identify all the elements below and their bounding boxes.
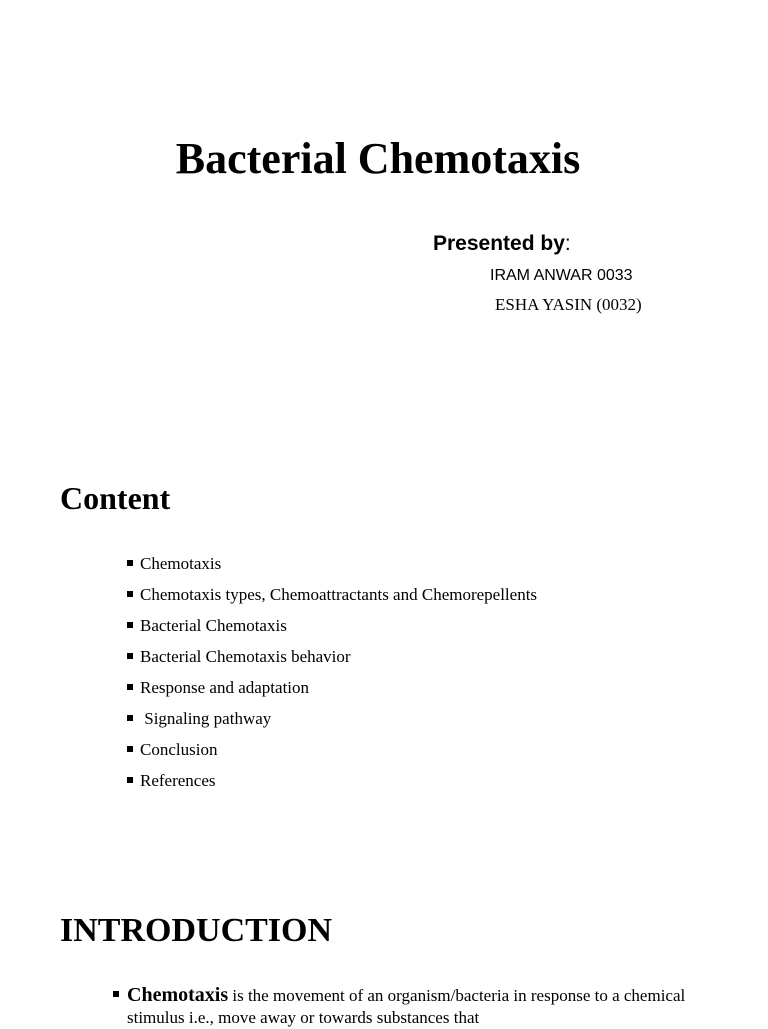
list-item-text: Chemotaxis types, Chemoattractants and Chemorepellents <box>140 585 538 604</box>
list-item-text: Response and adaptation <box>140 678 310 697</box>
list-item-text: Bacterial Chemotaxis behavior <box>140 647 351 666</box>
presented-by-text: Presented by <box>433 232 565 255</box>
square-bullet-icon <box>113 991 119 997</box>
square-bullet-icon <box>127 715 133 721</box>
content-heading: Content <box>60 480 171 516</box>
list-item-text: Conclusion <box>140 740 218 759</box>
list-item <box>127 738 537 769</box>
square-bullet-icon <box>127 777 133 783</box>
chemotaxis-term: Chemotaxis <box>127 984 229 1006</box>
list-item <box>127 614 537 645</box>
chemotaxis-definition: is the movement of an organism/bacteria in response to a chemical stimulus i.e., move away or towards substances that <box>127 986 686 1027</box>
content-list <box>127 552 537 800</box>
square-bullet-icon <box>127 560 133 566</box>
list-item-text: References <box>140 771 216 790</box>
presented-by-label <box>433 230 571 258</box>
slide-title: Bacterial Chemotaxis <box>175 134 581 183</box>
presented-by-colon: : <box>564 232 571 255</box>
square-bullet-icon <box>127 622 133 628</box>
list-item-text: Chemotaxis <box>140 554 222 573</box>
presenter-1: IRAM ANWAR 0033 <box>490 267 633 284</box>
presenter-2: ESHA YASIN (0032) <box>495 295 642 314</box>
list-item-text: Bacterial Chemotaxis <box>140 616 287 635</box>
square-bullet-icon <box>127 591 133 597</box>
list-item <box>127 583 537 614</box>
list-item <box>127 707 537 738</box>
square-bullet-icon <box>127 653 133 659</box>
square-bullet-icon <box>127 746 133 752</box>
list-item <box>127 676 537 707</box>
introduction-heading: INTRODUCTION <box>60 912 333 949</box>
list-item <box>127 769 537 800</box>
square-bullet-icon <box>127 684 133 690</box>
list-item <box>127 645 537 676</box>
list-item <box>127 552 537 583</box>
list-item-text: Signaling pathway <box>140 709 272 728</box>
introduction-paragraph <box>113 984 687 1029</box>
